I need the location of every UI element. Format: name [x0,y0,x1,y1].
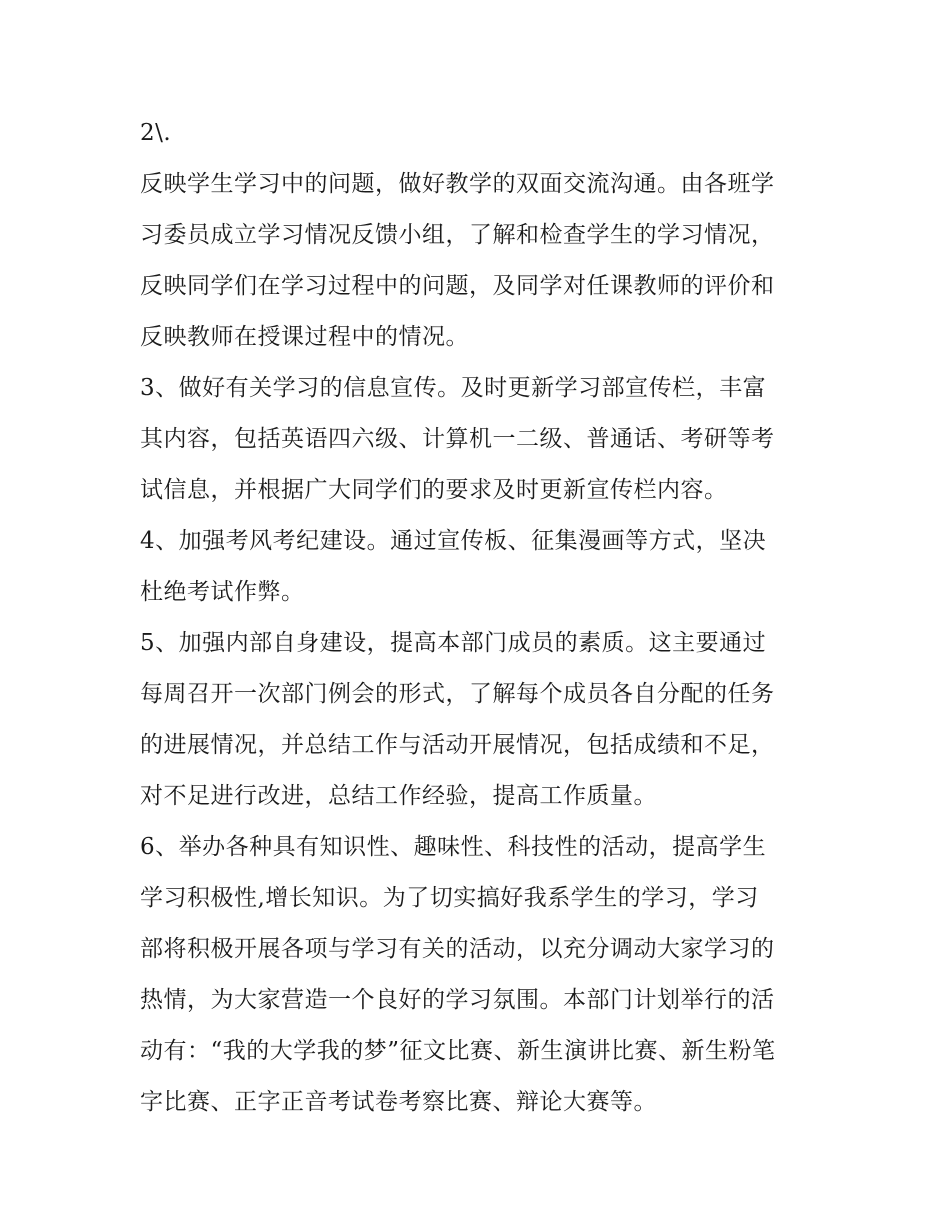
text-line: 对不足进行改进，总结工作经验，提高工作质量。 [140,783,657,809]
text-line: 部将积极开展各项与学习有关的活动，以充分调动大家学习的 [140,936,775,962]
text-line: 的进展情况，并总结工作与活动开展情况，包括成绩和不足， [140,732,775,758]
text-line: 4、加强考风考纪建设。通过宣传板、征集漫画等方式，坚决 [140,528,767,554]
text-line: 热情，为大家营造一个良好的学习氛围。本部门计划举行的活 [140,987,775,1013]
text-line: 字比赛、正字正音考试卷考察比赛、辩论大赛等。 [140,1089,657,1115]
text-line: 3、做好有关学习的信息宣传。及时更新学习部宣传栏，丰富 [140,375,767,401]
text-line: 2\. [140,120,172,146]
text-line: 6、举办各种具有知识性、趣味性、科技性的活动，提高学生 [140,834,767,860]
text-line: 反映学生学习中的问题，做好教学的双面交流沟通。由各班学 [140,171,775,197]
text-line: 动有：“我的大学我的梦”征文比赛、新生演讲比赛、新生粉笔 [140,1038,776,1064]
text-line: 学习积极性,增长知识。为了切实搞好我系学生的学习，学习 [140,885,759,911]
document-body [140,108,820,1128]
text-line: 每周召开一次部门例会的形式，了解每个成员各自分配的任务 [140,681,775,707]
text-line: 反映教师在授课过程中的情况。 [140,324,469,350]
text-line: 5、加强内部自身建设，提高本部门成员的素质。这主要通过 [140,630,767,656]
text-line: 其内容，包括英语四六级、计算机一二级、普通话、考研等考 [140,426,775,452]
text-line: 习委员成立学习情况反馈小组，了解和检查学生的学习情况， [140,222,775,248]
text-line: 试信息，并根据广大同学们的要求及时更新宣传栏内容。 [140,477,728,503]
text-line: 反映同学们在学习过程中的问题，及同学对任课教师的评价和 [140,273,775,299]
text-line: 杜绝考试作弊。 [140,579,305,605]
